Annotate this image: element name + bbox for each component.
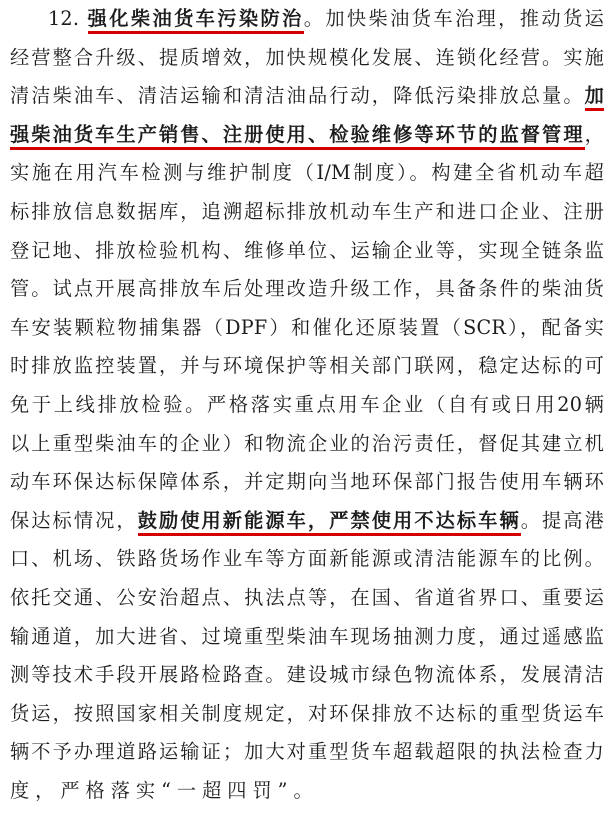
text-segment: 口、机场、铁路货场作业车等方面新能源或清洁能源车的比例。 [10, 547, 604, 571]
text-line [10, 347, 604, 385]
text-segment: 。提高港 [520, 508, 604, 532]
text-segment: 实施在用汽车检测与维护制度（I/M制度）。构建全省机动车超 [10, 161, 604, 185]
text-line [10, 77, 604, 115]
text-line [10, 618, 604, 656]
text-segment: 货运，按照国家相关制度规定，对环保排放不达标的重型货运车 [10, 701, 604, 725]
highlighted-text: 鼓励使用新能源车，严禁使用不达标车辆 [138, 509, 521, 536]
text-segment: 车安装颗粒物捕集器（DPF）和催化还原装置（SCR），配备实 [10, 315, 604, 339]
text-segment: 登记地、排放检验机构、维修单位、运输企业等，实现全链条监 [10, 238, 604, 262]
text-line [10, 386, 604, 424]
text-line [10, 193, 604, 231]
text-line [10, 656, 604, 694]
text-segment: 时排放监控装置，并与环境保护等相关部门联网，稳定达标的可 [10, 354, 604, 378]
text-line [10, 39, 604, 77]
text-line [10, 270, 604, 308]
text-line [10, 772, 604, 810]
highlighted-text: 加 [585, 84, 604, 111]
text-line [10, 733, 604, 771]
text-segment: 以上重型柴油车的企业）和物流企业的治污责任，督促其建立机 [10, 431, 604, 455]
text-segment: 管。试点开展高排放车后处理改造升级工作，具备条件的柴油货 [10, 277, 604, 301]
highlighted-text: 强柴油货车生产销售、注册使用、检验维修等环节的监督管理 [10, 123, 585, 150]
text-line [10, 154, 604, 192]
text-segment: 标排放信息数据库，追溯超标排放机动车生产和进口企业、注册 [10, 200, 604, 223]
text-segment: 12. [48, 7, 88, 30]
text-segment: 保达标情况， [10, 508, 138, 532]
text-line [10, 425, 604, 463]
text-line [10, 502, 604, 540]
text-segment: 依托交通、公安治超点、执法点等，在国、省道省界口、重要运 [10, 586, 604, 609]
text-line [10, 579, 604, 617]
text-line [10, 309, 604, 347]
text-line [10, 540, 604, 578]
text-segment: 输通道，加大进省、过境重型柴油车现场抽测力度，通过遥感监 [10, 624, 604, 648]
text-segment: 动车环保达标保障体系，并定期向当地环保部门报告使用车辆环 [10, 470, 604, 494]
text-segment: 清洁柴油车、清洁运输和清洁油品行动，降低污染排放总量。 [10, 84, 585, 108]
text-line [48, 0, 604, 38]
text-line [10, 116, 604, 154]
text-segment: 测等技术手段开展路检路查。建设城市绿色物流体系，发展清洁 [10, 663, 604, 687]
text-segment: 。加快柴油货车治理，推动货运 [303, 7, 604, 30]
text-line [10, 463, 604, 501]
text-line [10, 695, 604, 733]
text-segment: ， [584, 122, 604, 146]
text-segment: 免于上线排放检验。严格落实重点用车企业（自有或日用20辆 [10, 393, 604, 416]
text-segment: 辆不予办理道路运输证；加大对重型货车超载超限的执法检查力 [10, 740, 604, 764]
highlighted-text: 强化柴油货车污染防治 [88, 7, 304, 34]
text-segment: 经营整合升级、提质增效，加快规模化发展、连锁化经营。实施 [10, 45, 604, 69]
text-segment: 度，严格落实“一超四罚”。 [10, 779, 319, 802]
text-line [10, 232, 604, 270]
